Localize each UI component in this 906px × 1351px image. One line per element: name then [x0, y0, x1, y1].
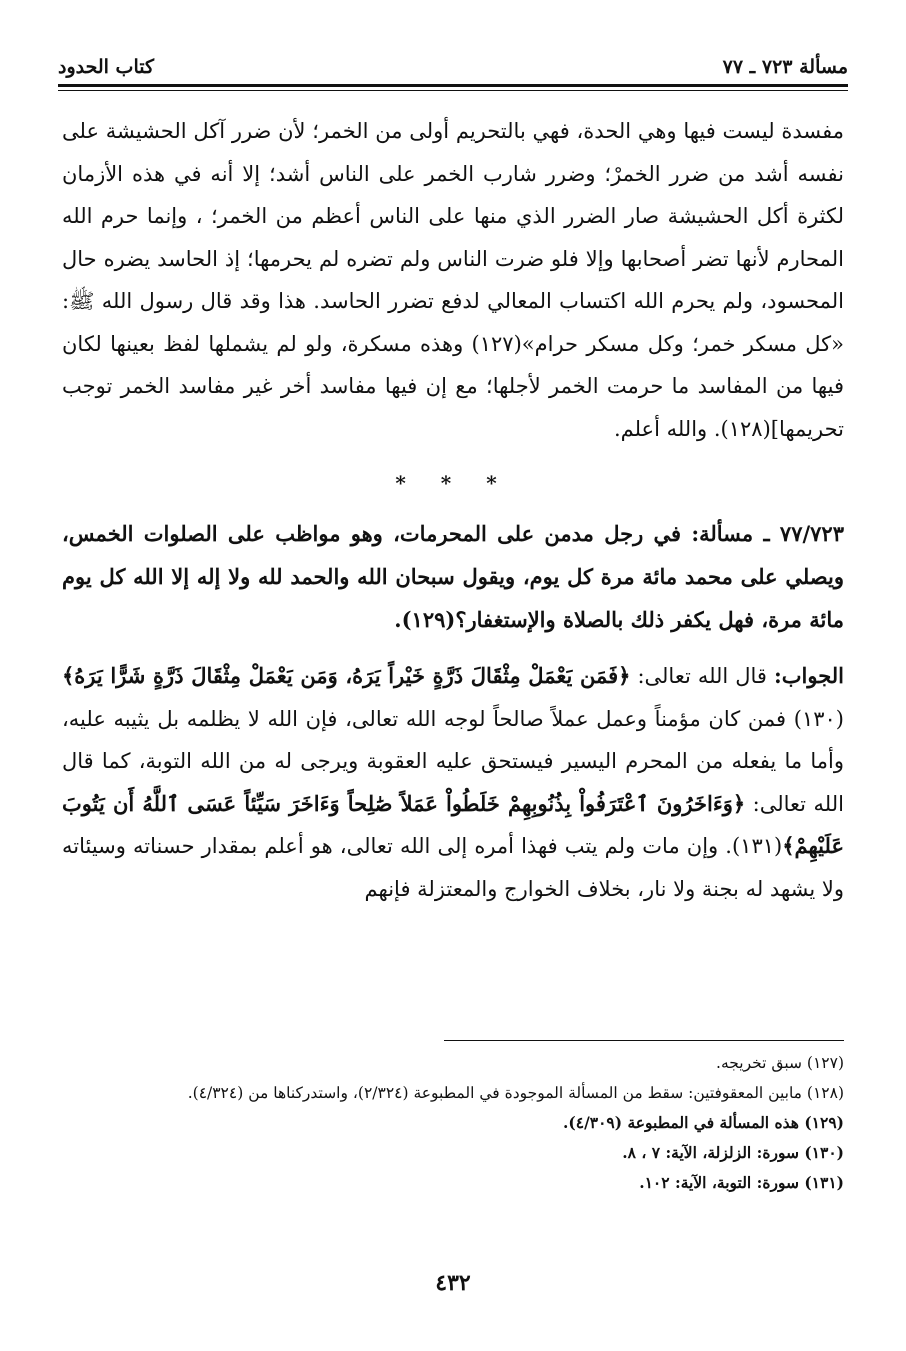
answer-paragraph: [62, 655, 844, 910]
footnote-127: (١٢٧) سبق تخريجه.: [716, 1054, 844, 1072]
answer-label: الجواب:: [773, 663, 844, 688]
footnote-128: (١٢٨) مابين المعقوفتين: سقط من المسألة الموجودة في المطبوعة (٢/٣٢٤)، واستدركناها من (٤/٣٢٤).: [187, 1084, 844, 1102]
answer-text-1: (١٣٠) فمن كان مؤمناً وعمل عملاً صالحاً لوجه الله تعالى، فإن الله لا يظلمه بل يثيبه عليه، وأما ما يفعله من المحرم اليسير فيستحق عليه العقوبة ويرجى له من الله التوبة، كما قال الله تعالى:: [62, 706, 844, 816]
header-section-title: مسألة ٧٢٣ ـ ٧٧: [722, 56, 848, 78]
quran-verse-tawbah: ﴿وَءَاخَرُونَ ٱعْتَرَفُواْ بِذُنُوبِهِمْ خَلَطُواْ عَمَلاً صَٰلِحاً وَءَاخَرَ سَيِّئاً عَسَى ٱللَّهُ أَن يَتُوبَ عَلَيْهِمْ﴾: [62, 790, 844, 858]
answer-intro: قال الله تعالى:: [637, 664, 767, 688]
quran-verse-zalzalah: ﴿فَمَن يَعْمَلْ مِثْقَالَ ذَرَّةٍ خَيْراً يَرَهُ، وَمَن يَعْمَلْ مِثْقَالَ ذَرَّةٍ شَرًّا يَرَهُ﴾: [62, 663, 631, 688]
answer-text-2: (١٣١). وإن مات ولم يتب فهذا أمره إلى الله تعالى، هو أعلم بمقدار حسناته وسيئاته ولا يشهد له بجنة ولا نار، بخلاف الخوارج والمعتزلة فإنهم: [62, 834, 844, 901]
page-number: ٤٣٢: [435, 1270, 471, 1296]
section-separator: * * *: [395, 471, 511, 495]
header-book-title: كتاب الحدود: [58, 56, 155, 78]
main-text: [62, 110, 844, 910]
footnotes: [62, 1048, 844, 1198]
footnote-130: (١٣٠) سورة: الزلزلة، الآية: ٧ ، ٨.: [622, 1143, 844, 1162]
running-header: [58, 44, 848, 78]
footnote-separator: [444, 1040, 844, 1041]
paragraph-continuation: مفسدة ليست فيها وهي الحدة، فهي بالتحريم أولى من الخمر؛ لأن ضرر آكل الحشيشة على نفسه أشد من ضرر الخمرْ؛ وضرر شارب الخمر على الناس أشد؛ إلا أنه في هذه الأزمان لكثرة أكل الحشيشة صار الضرر الذي منها على الناس أعظم من الخمر؛ ، وإنما حرم الله المحارم لأنها تضر أصحابها وإلا فلو ضرت الناس ولم تضره لم يحرمها؛ إذ الحاسد يضره حال المحسود، ولم يحرم الله اكتساب المعالي لدفع تضرر الحاسد. هذا وقد قال رسول الله ﷺ: «كل مسكر خمر؛ وكل مسكر حرام»(١٢٧) وهذه مسكرة، ولو لم يشملها لفظ بعينها لكان فيها من المفاسد ما حرمت الخمر لأجلها؛ مع إن فيها مفاسد أخر غير مفاسد الخمر توجب تحريمها](١٢٨). والله أعلم.: [62, 119, 844, 441]
question-paragraph: [62, 512, 844, 641]
question-number: ٧٧/٧٢٣ ـ مسألة:: [691, 521, 844, 546]
header-rule-thick: [58, 84, 848, 87]
header-rule-thin: [58, 90, 848, 91]
question-text: في رجل مدمن على المحرمات، وهو مواظب على الصلوات الخمس، ويصلي على محمد مائة مرة كل يوم، ويقول سبحان الله والحمد لله ولا إله إلا الله كل يوم مائة مرة، فهل يكفر ذلك بالصلاة والإستغفار؟(١٢٩).: [62, 521, 844, 632]
footnote-129: (١٢٩) هذه المسألة في المطبوعة (٤/٣٠٩).: [563, 1113, 844, 1132]
footnote-131: (١٣١) سورة: التوبة، الآية: ١٠٢.: [639, 1173, 844, 1192]
